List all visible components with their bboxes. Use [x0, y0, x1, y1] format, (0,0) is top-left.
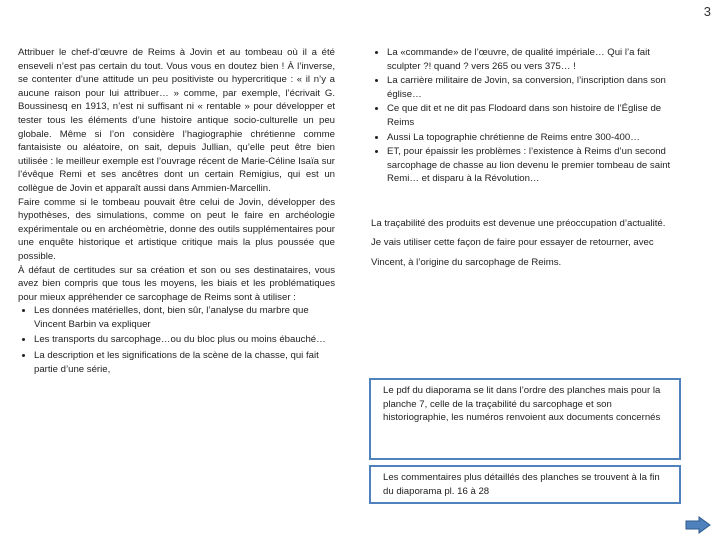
list-item: • Aussi La topographie chrétienne de Reims entre 300-400… — [387, 131, 678, 145]
hypothesis-paragraph: Faire comme si le tombeau pouvait être celui de Jovin, développer des hypothèses, des simulations, comme on peut le faire en archéologie expérimentale ou en archéomètrie, donne des outils supplémentaires pour une enquête historique et artistique critique mais la plus poussée que possible. — [18, 196, 335, 262]
list-item: • Les transports du sarcophage…ou du bloc plus ou moins ébauché… — [34, 333, 335, 347]
list-item: • Ce que dit et ne dit pas Flodoard dans son histoire de l’Église de Reims — [387, 102, 678, 129]
list-item: • La «commande» de l’œuvre, de qualité impériale… Qui l’a fait sculpter ?! quand ? vers 265 ou vers 375… ! — [387, 46, 678, 73]
pdf-order-text: Le pdf du diaporama se lit dans l’ordre des planches mais pour la planche 7, celle de la traçabilité du sarcophage et son historiographie, les numéros renvoient aux documents concernés — [383, 385, 661, 424]
right-bullet-list — [371, 46, 678, 186]
left-bullet-list — [18, 304, 335, 376]
list-item: • ET, pour épaissir les problèmes : l’existence à Reims d’un second sarcophage de chasse au lion devenu le premier tombeau de saint Remi… et disparu à la Révolution… — [387, 145, 678, 186]
page-number: 3 — [703, 4, 711, 19]
intro-paragraph: Attribuer le chef-d’œuvre de Reims à Jovin et au tombeau où il a été enseveli n’est pas certain du tout. Vous vous en doutez bien ! À l’inverse, se contenter d’une attitude un peu positiviste ou hypercritique : « il n’y a aucune raison pour lui attribuer… » comme, par exemple, l’écrivait G. Boussinesq en 1913, n’est ni suffisant ni « rentable » pour développer et tester tous les éléments d’une histoire antique socio-culturelle un peu globale. Même si l’on considère l’hagiographie chrétienne comme fantaisiste ou aléatoire, on sait, depuis Jullian, qu’elle peut être bien utilisée : le meilleur exemple est l’ouvrage récent de Marie-Céline Isaïa sur l’évêque Remi et ses ancêtres dont un certain Remigius, qui est un collègue de Jovin et apparaît aussi dans Ammien-Marcellin. — [18, 47, 335, 194]
right-arrow-icon[interactable] — [685, 516, 711, 534]
list-item: • Les données matérielles, dont, bien sûr, l’analyse du marbre que Vincent Barbin va expliquer — [34, 304, 335, 331]
list-item: • La description et les significations de la scène de la chasse, qui fait partie d’une série, — [34, 349, 335, 376]
traceability-note: La traçabilité des produits est devenue une préoccupation d’actualité. Je vais utiliser cette façon de faire pour essayer de retourner, avec Vincent, à l’origine du sarcophage de Reims. — [371, 217, 666, 268]
comments-text: Les commentaires plus détaillés des planches se trouvent à la fin du diaporama pl. 16 à 28 — [383, 472, 660, 497]
comments-box — [369, 465, 681, 504]
left-column — [18, 46, 335, 378]
right-column — [371, 46, 678, 282]
methods-paragraph: À défaut de certitudes sur sa création et son ou ses destinataires, vous avez bien compris que tous les moyens, les biais et les problématiques pour mieux appréhender ce sarcophage de Reims sont à utiliser : — [18, 264, 335, 303]
list-item: • La carrière militaire de Jovin, sa conversion, l’inscription dans son église… — [387, 74, 678, 101]
pdf-order-box — [369, 378, 681, 460]
